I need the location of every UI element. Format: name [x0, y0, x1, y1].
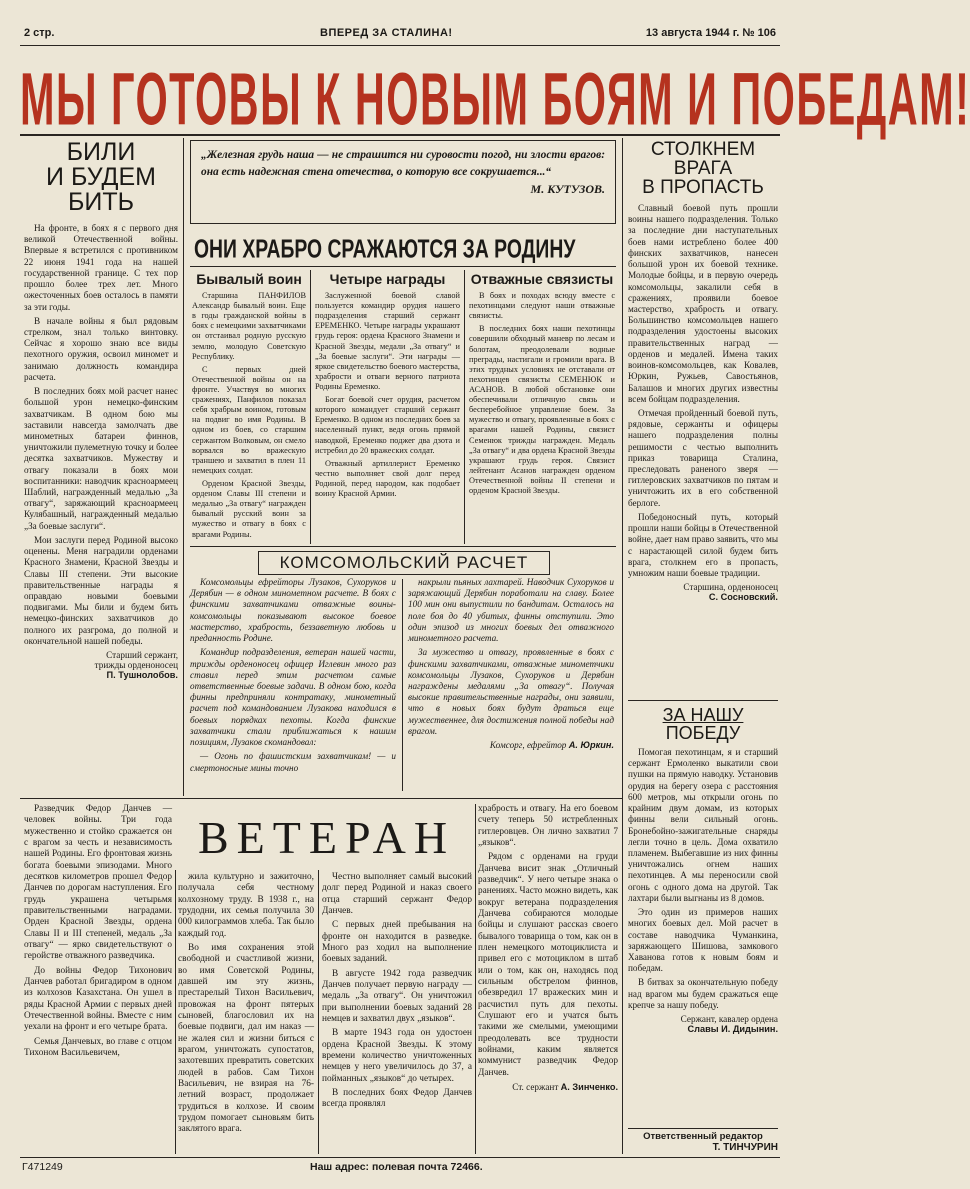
veteran-paragraph: Разведчик Федор Данчев — человек войны. Три года мужественно и стойко сражается он с врагом за честь и независимость нашей Родины. Его фронтовая жизнь богата боевыми эпизодами. Много десятков километров прошел Федор Данчев по дорогам наступления. Его грудь украшена четырьмя правительственными наградами. Орден Красной Звезды, ордена Славы II и III степеней, медаль „За отвагу“ — ярко свидетельствуют о геройстве отважного разведчика. — [24, 804, 172, 962]
sub-article-2-paragraph: Богат боевой счет орудия, расчетом которого командует старший сержант Еременко. В одном из последних боев за населенный пункт, ведя огонь прямой наводкой, Еременко поджег два дзота и истребил до 20 вражеских солдат. — [315, 395, 460, 455]
komsomol-signature-rank: Комсорг, ефрейтор — [489, 740, 567, 751]
footer — [20, 1159, 780, 1179]
veteran-paragraph: В марте 1943 года он удостоен ордена Красной Звезды. К этому времени количество уничтоженных немцев у него увеличилось до 37, а пойманных „языков“ до четырех. — [322, 1028, 472, 1084]
right-2-signature-name: Славы И. Дидынин. — [687, 1024, 778, 1035]
komsomol-paragraph: Комсомольцы ефрейторы Лузаков, Сухоруков и Дерябин — в одном минометном расчете. В боях с финскими захватчиками отважные воины-комсомольцы показывают высокое боевое мастерство, храбрость, беззаветную любовь и преданность Родине. — [190, 577, 396, 644]
sub-article-3-paragraph: В боях и походах всюду вместе с пехотинцами следуют наши отважные связисты. — [469, 291, 615, 321]
veteran-col-4 — [478, 804, 618, 1154]
page-number: 2 стр. — [24, 27, 55, 39]
sub-article-1-paragraph: С первых дней Отечественной войны он на фронте. Участвуя во многих сражениях, Панфилов показал себя храбрым воином, готовым на подвиг во имя Родины. В одном из боев, со старшим сержантом Волковым, он смело ворвался во вражескую траншею и захватил в плен 11 немецких солдат. — [192, 364, 306, 475]
left-signature-name-line — [24, 670, 178, 680]
veteran-paragraph: жила культурно и зажиточно, получала себя честному колхозному труду. В 1938 г., на трудодни, их семья получила 30 000 килограммов хлеба. Так было каждый год. — [178, 872, 314, 939]
center-title-rule — [190, 266, 616, 267]
left-paragraph: В последних боях мой расчет нанес большой урон немецко-финским захватчикам. В одном бою мы заставили навсегда замолчать две минометных батареи финнов, уничтожили пулеметную точку и более десятка захватчиков. Мужеству и отвагу показали в боях мои воспитанники: наводчик красноармеец Шаблий, награжденный медалью „За отвагу“, заряжающий красноармеец Кулябашный, награжденный медалью „За боевые заслуги“. — [24, 386, 178, 531]
veteran-paragraph: Рядом с орденами на груди Данчева висит знак „Отличный разведчик“. У него четыре знака о ранениях. Часто можно видеть, как вокруг ветерана подразделения Данчева собираются молодые бойцы и слушают рассказ своего бывалого товарища о том, как он в плен немецкого мотоциклиста и привел его с мотоциклом в штаб или о том, как он, находясь под сильным обстрелом финнов, обезвредил 17 вражеских мин и расчистил путь для пехоты. Слушают его и учатся быть такими же смелыми, умеющими преодолевать все трудности войнами, каким является коммунист разведчик Федор Данчев. — [478, 852, 618, 1078]
center-section-title: ОНИ ХРАБРО СРАЖАЮТСЯ ЗА РОДИНУ — [194, 234, 576, 264]
sub-article-2-paragraph: Заслуженной боевой славой пользуется командир орудия нашего подразделения старший сержант ЕРЕМЕНКО. Четыре награды украшают грудь героя: ордена Красного Знамени и Красной Звезды, медали „За отвагу“ и „За боевые заслуги“. Эти награды — яркое свидетельство боевого мастерства, храбрости и отваги верного патриота Родины Еременко. — [315, 291, 460, 391]
newspaper-name: ВПЕРЕД ЗА СТАЛИНА! — [320, 27, 453, 39]
left-article — [24, 140, 178, 792]
editor-label: Ответственный редактор — [643, 1131, 763, 1142]
left-divider — [183, 138, 184, 796]
komsomol-signature-name: А. Юркин. — [568, 740, 614, 751]
veteran-divider-1 — [175, 870, 176, 1154]
banner-rule — [20, 134, 780, 136]
veteran-paragraph: Честно выполняет самый высокий долг перед Родиной и наказ своего отца старший сержант Федор Данчев. — [322, 872, 472, 916]
right-signature-name: С. Сосновский. — [708, 592, 778, 603]
left-signature-rank: Старший сержант, — [106, 650, 178, 661]
sub-article-four-awards — [315, 272, 460, 544]
right-2-signature-name-line — [628, 1024, 778, 1034]
komsomol-col-b — [408, 577, 614, 795]
veteran-col-2 — [178, 872, 314, 1154]
veteran-divider-2 — [318, 870, 319, 1154]
right-signature-rank: Старшина, орденоносец — [683, 582, 778, 593]
masthead — [20, 24, 780, 44]
right-paragraph: Отмечая пройденный боевой путь, рядовые, сержанты и офицеры нашего подразделения полны решимости с честью выполнить приказ товарища Сталина, преследовать раненого зверя — гитлеровских захватчиков по пятам и уничтожить их в его собственной берлоге. — [628, 407, 778, 508]
right-article-2-title: ЗА НАШУ ПОБЕДУ — [662, 705, 744, 743]
sub-article-2-title: Четыре награды — [329, 271, 446, 287]
veteran-paragraph: храбрость и отвагу. На его боевом счету теперь 50 истребленных гитлеровцев. Он лично захватил 7 „языков“. — [478, 804, 618, 848]
left-article-title: БИЛИ И БУДЕМ БИТЬ — [46, 138, 156, 216]
sub-article-veteran-soldier — [192, 272, 306, 544]
veteran-paragraph: Семья Данчевых, во главе с отцом Тихоном Васильевичем, — [24, 1036, 172, 1058]
veteran-paragraph: В последних боях Федор Данчев всегда проявлял — [322, 1087, 472, 1110]
veteran-signature-name: А. Зинченко. — [560, 1081, 618, 1092]
komsomol-divider — [402, 579, 403, 791]
komsomol-paragraph: Командир подразделения, ветеран нашей части, трижды орденоносец офицер Иглевин много раз ставил перед этим расчетом самые ответственные боевые задачи. В одном бою, когда финны предприняли контратаку, минометный расчет под командованием Лузакова находился в боевых порядках пехоты. Когда финские захватчики стали приближаться к нашим позициям, Лузаков скомандовал: — [190, 647, 396, 748]
veteran-paragraph: С первых дней пребывания на фронте он находится в разведке. Много раз ходил на выполнение боевых заданий. — [322, 920, 472, 965]
veteran-col-3 — [322, 872, 472, 1154]
banner-headline: МЫ ГОТОВЫ К НОВЫМ БОЯМ И ПОБЕДАМ! — [20, 57, 970, 141]
right-article-title: СТОЛКНЕМ ВРАГА В ПРОПАСТЬ — [642, 139, 764, 198]
right-paragraph-2: В битвах за окончательную победу над врагом мы будем сражаться еще крепче за нашу победу. — [628, 977, 778, 1010]
veteran-divider-3 — [475, 804, 476, 1154]
komsomol-paragraph: — Огонь по фашистским захватчикам! — и смертоносные мины точно — [190, 751, 396, 773]
veteran-title: ВЕТЕРАН — [198, 812, 456, 863]
masthead-rule — [20, 45, 780, 46]
veteran-paragraph: До войны Федор Тихонович Данчев работал бригадиром в одном из колхозов Казахстана. Он ушел в ряды Красной Армии с первых дней Отечественной войны. Вместе с ним уехали на фронт и его четыре брата. — [24, 965, 172, 1033]
sub-article-1-paragraph: Орденом Красной Звезды, орденом Славы III степени и медалью „За отвагу“ награжден бывалый русский воин за мужество и отвагу в боях с врагами Родины. — [192, 478, 306, 539]
veteran-paragraph: В августе 1942 года разведчик Данчев получает первую награду — медаль „За отвагу“. Он уничтожил при выполнении боевых заданий 28 немцев и захватил двух „языков“. — [322, 968, 472, 1024]
left-paragraph: Мои заслуги перед Родиной высоко оценены. Меня наградили орденами Красного Знамени, Красной Звезды и Славы III степени. Эти высокие правительственные награды я оправдаю новыми боевыми подвигами. Мы били и будем бить немецко-финских захватчиков до полного их разгрома, до полной и окончательной нашей победы. — [24, 534, 178, 646]
quote-author: М. КУТУЗОВ. — [530, 182, 605, 197]
sub-divider-2 — [464, 270, 465, 544]
right-article — [628, 140, 778, 695]
right-paragraph-2: Помогая пехотинцам, я и старший сержант Ермоленко выкатили свои пушки на прямую наводку. Установив орудия на берегу озера с расстояния 600 метров, мы открыли огонь по крайним двум домам, из которых финны вели сильный огонь. Бронебойно-зажигательные снаряды легли точно в цель. Дома охватило пламенем. Выбегавшие из них финны уничтожались огнем наших пехотинцев. А мы переносили свой огонь с одного дома на другой. Так лахтари были выгнаны из 8 домов. — [628, 747, 778, 903]
quote-box — [190, 140, 616, 224]
sub-article-2-paragraph: Отважный артиллерист Еременко честно выполняет свой долг перед Родиной, перед народом, как подобает воину Красной Армии. — [315, 458, 460, 499]
issue-date: 13 августа 1944 г. № 106 — [645, 27, 776, 39]
komsomol-box — [190, 546, 616, 796]
komsomol-paragraph: За мужество и отвагу, проявленные в боях с финскими захватчиками, отважные минометчики комсомольцы Лузаков, Сухоруков и Дерябин награждены медалями „За отвагу“. Получая высокие правительственные награды, они заявили, что в новых боях будут драться еще мужественнее, для достижения полной победы над врагом. — [408, 647, 614, 736]
veteran-signature-rank: Ст. сержант — [512, 1081, 559, 1092]
print-code: Г471249 — [22, 1161, 63, 1173]
right-article-2 — [628, 706, 778, 1126]
left-signature-title: трижды орденоносец — [94, 660, 178, 671]
veteran-col-1 — [24, 804, 172, 1154]
veteran-rule — [20, 798, 622, 799]
right-paragraph: Победоносный путь, который прошли наши бойцы в Отечественной войне, дает нам право заявить, что мы с нарастающей силой будем бить врага, столкнем его в пропасть, умножим наши боевые традиции. — [628, 511, 778, 578]
editor-name: Т. ТИНЧУРИН — [712, 1142, 778, 1153]
sub-article-3-paragraph: В последних боях наши пехотинцы совершили обходный маневр по лесам и болотам, преодолевали водные преграды, настигали и громили врага. В этих трудных условиях не отставали от пехотинцев связисты СЕМЕНЮК и АСАНОВ. В любой обстановке они обеспечивали отличную связь и бесперебойное управление боем. За мужество и отвагу, проявленные в боях с врагами нашей Родины, связист Семенюк трижды награжден. Медаль „За отвагу“ и два ордена Красной Звезды украшают грудь героя. Связист лейтенант Асанов награжден орденом Отечественной войны II степени и орденом Красной Звезды. — [469, 324, 615, 496]
veteran-signature-line — [478, 1082, 618, 1092]
komsomol-paragraph: накрыли пьяных лахтарей. Наводчик Сухоруков и заряжающий Дерябин поработали на славу. Более 100 мин они выпустили по бандитам. Осталось на поле боя до 40 убитых, финны отступили. Это один эпизод из многих боевых дел отважного минометного расчета. — [408, 577, 614, 644]
sub-article-3-title: Отважные связисты — [470, 271, 614, 287]
sub-article-1-title: Бывалый воин — [196, 271, 302, 287]
sub-article-brave-signalmen — [469, 272, 615, 544]
left-paragraph: На фронте, в боях я с первого дня великой Отечественной войны. Впервые я встретился с противником 22 июня 1941 года на нашей государственной границе. С тех пор прошло более трех лет. Много ожесточенных боев осталось в памяти за эти годы. — [24, 223, 178, 312]
right-signature-name-line — [628, 592, 778, 602]
left-signature-name: П. Тушнолобов. — [106, 670, 178, 681]
right-paragraph: Славный боевой путь прошли воины нашего подразделения. Только за последние дни наступательных боев нами истреблено более 400 финских захватчиков, нанесен большой урон их боевой технике. Молодые бойцы, и в первую очередь комсомольцы, закалили себя в сражениях, проявили боевое мастерство, храбрость и отвагу. Большинство комсомольцев нашего подразделения удостоены высоких правительственных наград — орденов и медалей. Имена таких воинов-комсомольцев, как Ковалев, Юркин, Ружьев, Савостьянов, Балашов и многих других известны всем бойцам подразделения. — [628, 203, 778, 404]
veteran-paragraph: Во имя сохранения этой свободной и счастливой жизни, во имя Советской Родины, давшей им эту жизнь, престарелый Тихон Васильевич, провожая на фронт пятерых сыновей, благословил их на боевые подвиги, дал им наказ — не жалея сил и жизни биться с врагом, уничтожать супостатов, захотевших превратить советских людей в рабов. Сам Тихон Васильевич, не взирая на 76-летний возраст, продолжает трудиться в колхозе. И своим трудом помогает сыновьям бить заклятого врага. — [178, 942, 314, 1135]
komsomol-col-a — [190, 577, 396, 795]
editor-block — [628, 1131, 778, 1155]
field-post-address: Наш адрес: полевая почта 72466. — [310, 1161, 483, 1173]
komsomol-signature-line — [408, 740, 614, 750]
komsomol-title-frame — [258, 551, 550, 575]
left-paragraph: В начале войны я был рядовым стрелком, знал только винтовку. Сейчас я хорошо знаю все виды пехотного оружия, освоил миномет и занимаю должность командира расчета. — [24, 315, 178, 382]
sub-article-1-paragraph: Старшина ПАНФИЛОВ Александр бывалый воин. Еще в годы гражданской войны в боях с немецкими захватчиками он отстаивал родную русскую землю, молодую Советскую Республику. — [192, 291, 306, 361]
sub-divider-1 — [310, 270, 311, 544]
right-divider — [622, 138, 623, 1154]
quote-text: „Железная грудь наша — не страшится ни суровости погод, ни злости врагов: она есть надежная стена отечества, о которую все сокрушается...“ — [201, 149, 605, 178]
right-2-signature-rank: Сержант, кавалер ордена — [680, 1014, 778, 1025]
komsomol-title: КОМСОМОЛЬСКИЙ РАСЧЕТ — [279, 553, 529, 572]
right-separator — [628, 700, 778, 701]
right-paragraph-2: Это один из примеров наших многих боевых дел. Мой расчет в составе наводчика Чуманкина, заряжающего Шишова, замкового Хаванова готов к новым боям и победам. — [628, 907, 778, 974]
footer-rule — [20, 1157, 780, 1158]
editor-rule — [628, 1128, 778, 1129]
